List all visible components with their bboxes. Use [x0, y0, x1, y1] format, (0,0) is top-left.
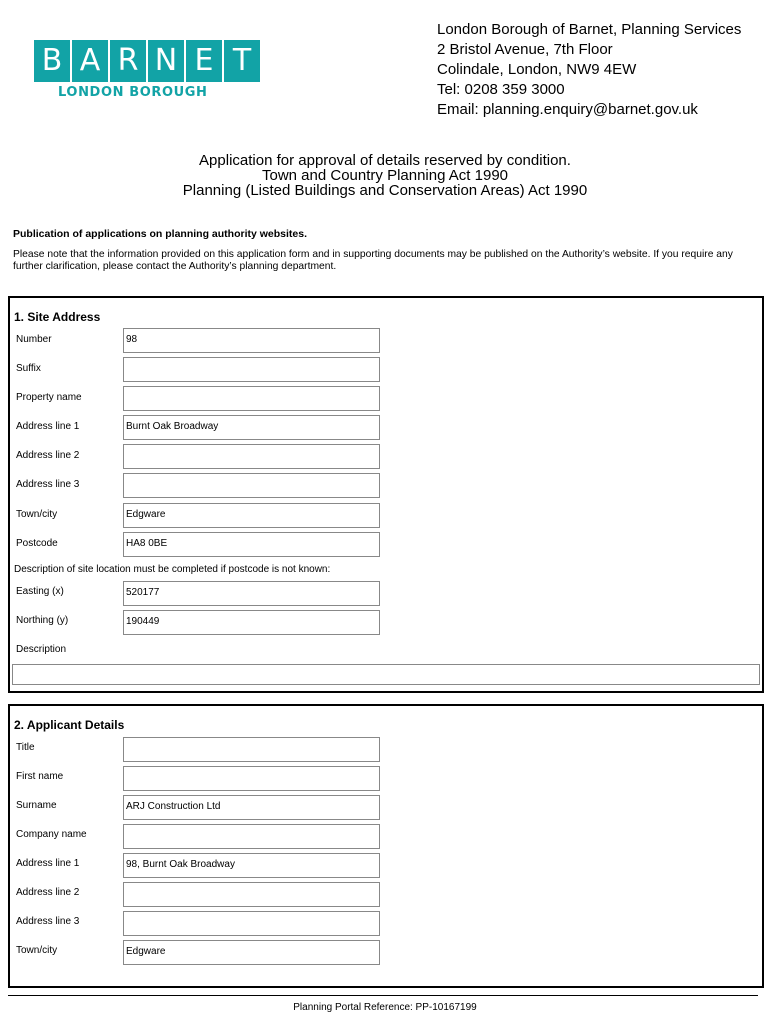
address-line: London Borough of Barnet, Planning Services — [437, 21, 742, 38]
logo-letter: A — [72, 40, 108, 82]
logo-letter: B — [34, 40, 70, 82]
section-title: 2. Applicant Details — [14, 718, 125, 732]
site-address-section — [8, 296, 764, 693]
title-line: Planning (Listed Buildings and Conservation Areas) Act 1990 — [182, 182, 588, 199]
town-city-field[interactable]: Edgware — [123, 503, 380, 528]
address-line-3-field[interactable] — [123, 473, 380, 498]
title-line: Town and Country Planning Act 1990 — [262, 167, 508, 184]
northing-label: Northing (y) — [16, 615, 69, 626]
address-line-2-field[interactable] — [123, 444, 380, 469]
address-line-3-label: Address line 3 — [16, 479, 80, 490]
address-line-1-field[interactable]: Burnt Oak Broadway — [123, 415, 380, 440]
address-line-2-label: Address line 2 — [16, 450, 80, 461]
address-line-1-label: Address line 1 — [16, 421, 80, 432]
application-title — [0, 153, 770, 198]
applicant-details-section — [8, 704, 764, 988]
logo-letter: R — [110, 40, 146, 82]
first-name-label: First name — [16, 771, 64, 782]
barnet-logo — [34, 40, 260, 100]
applicant-address-line-3-field[interactable] — [123, 911, 380, 936]
postcode-label: Postcode — [16, 538, 58, 549]
applicant-address-line-1-field[interactable]: 98, Burnt Oak Broadway — [123, 853, 380, 878]
section-title: 1. Site Address — [14, 310, 101, 324]
title-label: Title — [16, 742, 35, 753]
postcode-field[interactable]: HA8 0BE — [123, 532, 380, 557]
description-field[interactable] — [12, 664, 760, 685]
title-field[interactable] — [123, 737, 380, 762]
applicant-town-city-field[interactable]: Edgware — [123, 940, 380, 965]
easting-label: Easting (x) — [16, 586, 64, 597]
logo-letter: T — [224, 40, 260, 82]
town-city-label: Town/city — [16, 509, 58, 520]
address-line: Colindale, London, NW9 4EW — [437, 61, 637, 78]
title-line: Application for approval of details reserved by condition. — [199, 152, 571, 169]
applicant-address-line-3-label: Address line 3 — [16, 916, 80, 927]
footer-divider — [8, 995, 758, 996]
logo-letters — [34, 40, 260, 82]
council-address — [437, 20, 741, 120]
address-line: 2 Bristol Avenue, 7th Floor — [437, 41, 613, 58]
number-field[interactable]: 98 — [123, 328, 380, 353]
northing-field[interactable]: 190449 — [123, 610, 380, 635]
applicant-town-city-label: Town/city — [16, 945, 58, 956]
applicant-address-line-2-label: Address line 2 — [16, 887, 80, 898]
footer-reference: Planning Portal Reference: PP-10167199 — [293, 1002, 477, 1013]
number-label: Number — [16, 334, 52, 345]
applicant-address-line-2-field[interactable] — [123, 882, 380, 907]
publication-note: Please note that the information provided on this application form and in supporting documents may be published on the Authority’s website. If you require any further clarification, please contact the Authority’s planning department. — [13, 249, 733, 272]
logo-letter: E — [186, 40, 222, 82]
applicant-address-line-1-label: Address line 1 — [16, 858, 80, 869]
property-name-field[interactable] — [123, 386, 380, 411]
company-name-field[interactable] — [123, 824, 380, 849]
first-name-field[interactable] — [123, 766, 380, 791]
suffix-label: Suffix — [16, 363, 41, 374]
description-label: Description — [16, 644, 67, 655]
phone-line: Tel: 0208 359 3000 — [437, 81, 565, 98]
logo-subtitle: LONDON BOROUGH — [58, 85, 208, 100]
property-name-label: Property name — [16, 392, 82, 403]
suffix-field[interactable] — [123, 357, 380, 382]
company-name-label: Company name — [16, 829, 87, 840]
logo-letter: N — [148, 40, 184, 82]
email-line: Email: planning.enquiry@barnet.gov.uk — [437, 101, 698, 118]
publication-heading: Publication of applications on planning authority websites. — [13, 228, 308, 240]
location-note: Description of site location must be completed if postcode is not known: — [14, 564, 331, 575]
surname-field[interactable]: ARJ Construction Ltd — [123, 795, 380, 820]
surname-label: Surname — [16, 800, 57, 811]
easting-field[interactable]: 520177 — [123, 581, 380, 606]
